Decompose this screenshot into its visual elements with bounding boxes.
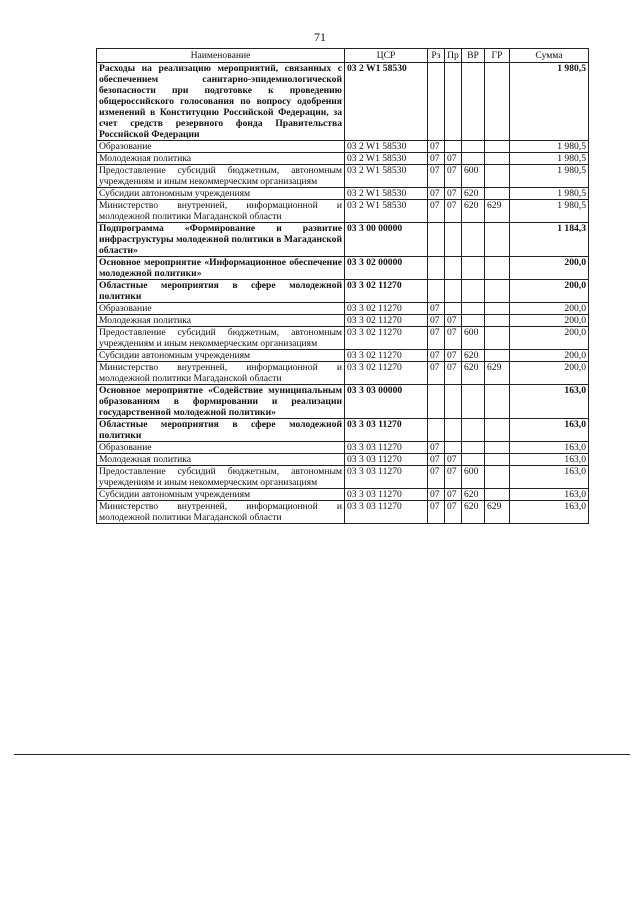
cell-vr (462, 280, 485, 303)
cell-gr (485, 153, 510, 165)
cell-pr (445, 141, 462, 153)
table-row (97, 165, 589, 188)
cell-csr: 03 2 W1 58530 (345, 165, 428, 188)
cell-csr: 03 2 W1 58530 (345, 200, 428, 223)
cell-pr (445, 223, 462, 257)
cell-rz: 07 (428, 362, 445, 385)
table-row (97, 141, 589, 153)
page-number: 71 (314, 30, 326, 44)
cell-pr: 07 (445, 466, 462, 489)
cell-sum: 200,0 (510, 257, 589, 280)
table-row (97, 419, 589, 442)
cell-sum: 163,0 (510, 442, 589, 454)
cell-gr (485, 489, 510, 501)
cell-rz (428, 223, 445, 257)
cell-rz: 07 (428, 454, 445, 466)
cell-vr (462, 63, 485, 141)
cell-vr (462, 315, 485, 327)
cell-vr (462, 419, 485, 442)
cell-vr (462, 223, 485, 257)
cell-sum: 1 184,3 (510, 223, 589, 257)
table-row (97, 223, 589, 257)
cell-gr (485, 280, 510, 303)
cell-pr: 07 (445, 188, 462, 200)
cell-sum: 1 980,5 (510, 200, 589, 223)
table-body (97, 63, 589, 524)
cell-sum: 1 980,5 (510, 165, 589, 188)
cell-vr (462, 141, 485, 153)
table-row (97, 280, 589, 303)
cell-sum: 200,0 (510, 327, 589, 350)
cell-gr (485, 385, 510, 419)
cell-name: Министерство внутренней, информационной и молодежной политики Магаданской области (97, 501, 345, 524)
cell-name: Образование (97, 141, 345, 153)
cell-gr: 629 (485, 501, 510, 524)
cell-csr: 03 3 00 00000 (345, 223, 428, 257)
cell-name: Областные мероприятия в сфере молодежной политики (97, 419, 345, 442)
cell-sum: 1 980,5 (510, 63, 589, 141)
cell-rz (428, 385, 445, 419)
cell-csr: 03 3 02 11270 (345, 280, 428, 303)
cell-vr: 620 (462, 501, 485, 524)
cell-pr (445, 63, 462, 141)
cell-name: Субсидии автономным учреждениям (97, 489, 345, 501)
cell-pr (445, 385, 462, 419)
cell-csr: 03 3 03 00000 (345, 385, 428, 419)
table-row (97, 385, 589, 419)
table-row (97, 315, 589, 327)
cell-rz: 07 (428, 165, 445, 188)
cell-vr: 620 (462, 489, 485, 501)
cell-sum: 163,0 (510, 501, 589, 524)
cell-gr (485, 223, 510, 257)
cell-gr (485, 141, 510, 153)
cell-rz: 07 (428, 350, 445, 362)
cell-vr: 600 (462, 327, 485, 350)
cell-csr: 03 3 02 11270 (345, 362, 428, 385)
cell-pr: 07 (445, 153, 462, 165)
column-header-name: Наименование (97, 49, 345, 63)
cell-gr: 629 (485, 362, 510, 385)
table-row (97, 350, 589, 362)
cell-sum: 200,0 (510, 303, 589, 315)
cell-sum: 163,0 (510, 385, 589, 419)
cell-rz (428, 419, 445, 442)
cell-name: Предоставление субсидий бюджетным, автономным учреждениям и иным некоммерческим организациям (97, 327, 345, 350)
cell-rz: 07 (428, 303, 445, 315)
cell-sum: 163,0 (510, 489, 589, 501)
cell-name: Молодежная политика (97, 315, 345, 327)
cell-vr: 600 (462, 466, 485, 489)
table-row (97, 489, 589, 501)
cell-name: Образование (97, 442, 345, 454)
cell-csr: 03 3 03 11270 (345, 419, 428, 442)
cell-csr: 03 2 W1 58530 (345, 141, 428, 153)
cell-name: Субсидии автономным учреждениям (97, 188, 345, 200)
cell-vr (462, 385, 485, 419)
cell-rz: 07 (428, 466, 445, 489)
cell-pr (445, 419, 462, 442)
table-header-row (97, 49, 589, 63)
cell-gr (485, 188, 510, 200)
cell-gr (485, 442, 510, 454)
cell-csr: 03 2 W1 58530 (345, 63, 428, 141)
cell-sum: 200,0 (510, 362, 589, 385)
cell-vr (462, 454, 485, 466)
cell-vr: 620 (462, 200, 485, 223)
cell-gr (485, 257, 510, 280)
table-row (97, 257, 589, 280)
cell-pr: 07 (445, 489, 462, 501)
cell-sum: 163,0 (510, 454, 589, 466)
cell-pr (445, 303, 462, 315)
cell-gr: 629 (485, 200, 510, 223)
cell-name: Министерство внутренней, информационной и молодежной политики Магаданской области (97, 362, 345, 385)
cell-name: Предоставление субсидий бюджетным, автономным учреждениям и иным некоммерческим организациям (97, 466, 345, 489)
cell-csr: 03 3 02 11270 (345, 315, 428, 327)
cell-pr: 07 (445, 350, 462, 362)
cell-pr: 07 (445, 501, 462, 524)
cell-name: Министерство внутренней, информационной и молодежной политики Магаданской области (97, 200, 345, 223)
cell-rz: 07 (428, 153, 445, 165)
table-row (97, 442, 589, 454)
cell-vr (462, 257, 485, 280)
cell-name: Подпрограмма «Формирование и развитие инфраструктуры молодежной политики в Магаданской области» (97, 223, 345, 257)
cell-name: Субсидии автономным учреждениям (97, 350, 345, 362)
cell-gr (485, 454, 510, 466)
table-row (97, 153, 589, 165)
cell-gr (485, 350, 510, 362)
column-header-gr: ГР (485, 49, 510, 63)
cell-rz: 07 (428, 442, 445, 454)
budget-table (96, 48, 589, 524)
cell-rz: 07 (428, 327, 445, 350)
cell-pr: 07 (445, 200, 462, 223)
cell-rz: 07 (428, 315, 445, 327)
cell-pr (445, 442, 462, 454)
cell-name: Молодежная политика (97, 454, 345, 466)
cell-pr: 07 (445, 327, 462, 350)
cell-sum: 200,0 (510, 350, 589, 362)
cell-sum: 1 980,5 (510, 188, 589, 200)
cell-gr (485, 63, 510, 141)
table-row (97, 63, 589, 141)
cell-csr: 03 3 02 00000 (345, 257, 428, 280)
cell-name: Расходы на реализацию мероприятий, связанных с обеспечением санитарно-эпидемиологической безопасности при подготовке к проведению общероссийского голосования по вопросу одобрения изменений в Конституцию Российской Федерации, за счет средств резервного фонда Правительства Российской Федерации (97, 63, 345, 141)
column-header-pr: Пр (445, 49, 462, 63)
cell-vr: 620 (462, 188, 485, 200)
cell-gr (485, 315, 510, 327)
cell-csr: 03 3 03 11270 (345, 489, 428, 501)
column-header-sum: Сумма (510, 49, 589, 63)
cell-rz: 07 (428, 141, 445, 153)
cell-rz: 07 (428, 188, 445, 200)
cell-csr: 03 2 W1 58530 (345, 188, 428, 200)
cell-sum: 1 980,5 (510, 141, 589, 153)
cell-vr (462, 153, 485, 165)
cell-sum: 163,0 (510, 419, 589, 442)
cell-pr: 07 (445, 362, 462, 385)
cell-rz (428, 280, 445, 303)
cell-csr: 03 3 03 11270 (345, 466, 428, 489)
cell-gr (485, 419, 510, 442)
table-row (97, 200, 589, 223)
column-header-csr: ЦСР (345, 49, 428, 63)
cell-vr (462, 442, 485, 454)
cell-rz: 07 (428, 489, 445, 501)
page-divider (14, 754, 630, 755)
cell-pr (445, 257, 462, 280)
cell-csr: 03 3 02 11270 (345, 350, 428, 362)
cell-gr (485, 327, 510, 350)
cell-gr (485, 466, 510, 489)
cell-name: Областные мероприятия в сфере молодежной политики (97, 280, 345, 303)
cell-gr (485, 165, 510, 188)
cell-name: Молодежная политика (97, 153, 345, 165)
cell-csr: 03 3 03 11270 (345, 454, 428, 466)
table-row (97, 466, 589, 489)
column-header-vr: ВР (462, 49, 485, 63)
table-row (97, 501, 589, 524)
cell-rz: 07 (428, 501, 445, 524)
cell-csr: 03 2 W1 58530 (345, 153, 428, 165)
table-row (97, 327, 589, 350)
cell-name: Основное мероприятие «Информационное обеспечение молодежной политики» (97, 257, 345, 280)
cell-name: Образование (97, 303, 345, 315)
column-header-rz: Рз (428, 49, 445, 63)
cell-sum: 163,0 (510, 466, 589, 489)
table-row (97, 303, 589, 315)
cell-vr: 620 (462, 350, 485, 362)
cell-rz (428, 63, 445, 141)
cell-rz (428, 257, 445, 280)
cell-rz: 07 (428, 200, 445, 223)
cell-sum: 200,0 (510, 280, 589, 303)
table-row (97, 188, 589, 200)
cell-pr (445, 280, 462, 303)
cell-vr (462, 303, 485, 315)
cell-csr: 03 3 03 11270 (345, 442, 428, 454)
cell-sum: 200,0 (510, 315, 589, 327)
table-row (97, 362, 589, 385)
cell-vr: 620 (462, 362, 485, 385)
cell-pr: 07 (445, 315, 462, 327)
cell-csr: 03 3 02 11270 (345, 303, 428, 315)
cell-csr: 03 3 03 11270 (345, 501, 428, 524)
cell-pr: 07 (445, 165, 462, 188)
cell-sum: 1 980,5 (510, 153, 589, 165)
cell-name: Основное мероприятие «Содействие муниципальным образованиям в формировании и реализации государственной молодежной политики» (97, 385, 345, 419)
cell-csr: 03 3 02 11270 (345, 327, 428, 350)
cell-gr (485, 303, 510, 315)
table-row (97, 454, 589, 466)
cell-pr: 07 (445, 454, 462, 466)
cell-name: Предоставление субсидий бюджетным, автономным учреждениям и иным некоммерческим организациям (97, 165, 345, 188)
cell-vr: 600 (462, 165, 485, 188)
